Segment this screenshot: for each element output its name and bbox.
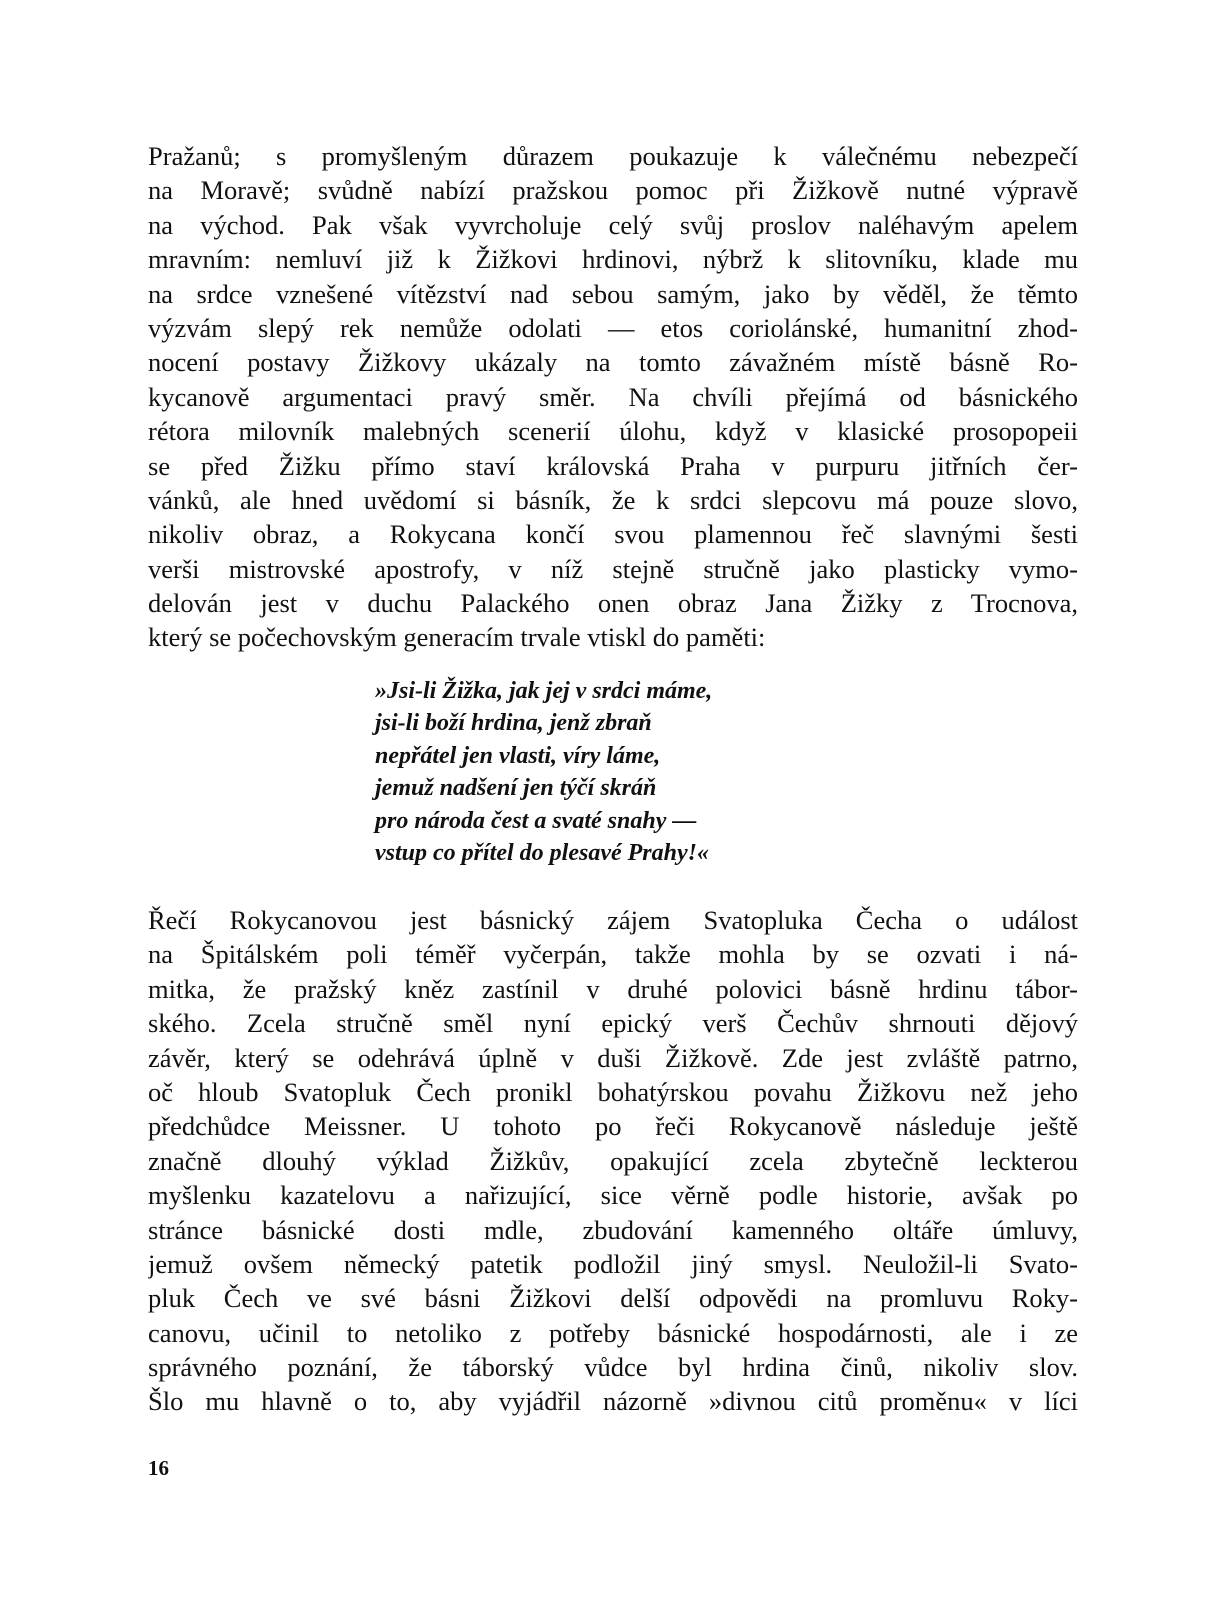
- text-line: myšlenku kazatelovu a nařizující, sice věrně podle historie, avšak po: [148, 1180, 1078, 1211]
- poem-line: vstup co přítel do plesavé Prahy!«: [375, 839, 709, 866]
- poem-line: pro národa čest a svaté snahy —: [375, 807, 697, 834]
- text-line: ského. Zcela stručně směl nyní epický verš Čechův shrnouti dějový: [148, 1008, 1078, 1039]
- text-line: pluk Čech ve své básni Žižkovi delší odpovědi na promluvu Roky-: [148, 1283, 1078, 1314]
- text-line: předchůdce Meissner. U tohoto po řeči Rokycanově následuje ještě: [148, 1111, 1078, 1142]
- text-line: rétora milovník malebných scenerií úlohu, když v klasické prosopopeii: [148, 416, 1078, 447]
- text-line: nikoliv obraz, a Rokycana končí svou plamennou řeč slavnými šesti: [148, 519, 1078, 550]
- text-line: na východ. Pak však vyvrcholuje celý svůj proslov naléhavým apelem: [148, 209, 1078, 240]
- text-line: delován jest v duchu Palackého onen obraz Jana Žižky z Trocnova,: [148, 588, 1078, 619]
- text-line: mitka, že pražský kněz zastínil v druhé polovici básně hrdinu tábor-: [148, 973, 1078, 1004]
- poem-quote: [375, 675, 845, 869]
- poem-line: »Jsi-li Žižka, jak jej v srdci máme,: [375, 678, 713, 704]
- text-line: vánků, ale hned uvědomí si básník, že k srdci slepcovu má pouze slovo,: [148, 484, 1078, 515]
- text-line: kycanově argumentaci pravý směr. Na chvíli přejímá od básnického: [148, 381, 1078, 412]
- poem-line: nepřátel jen vlasti, víry láme,: [375, 742, 661, 769]
- text-line: jemuž ovšem německý patetik podložil jiný smysl. Neuložil-li Svato-: [148, 1248, 1078, 1279]
- poem-line: jsi-li boží hrdina, jenž zbraň: [375, 710, 652, 737]
- text-line: se před Žižku přímo staví královská Praha v purpuru jitřních čer-: [148, 450, 1078, 481]
- text-line: závěr, který se odehrává úplně v duši Žižkově. Zde jest zvláště patrno,: [148, 1042, 1078, 1073]
- text-line: Šlo mu hlavně o to, aby vyjádřil názorně »divnou citů proměnu« v líci: [148, 1386, 1078, 1417]
- paragraph-2: [148, 903, 1078, 1419]
- text-line: značně dlouhý výklad Žižkův, opakující zcela zbytečně leckterou: [148, 1145, 1078, 1176]
- text-line: oč hloub Svatopluk Čech pronikl bohatýrskou povahu Žižkovu než jeho: [148, 1076, 1078, 1107]
- text-line: Pražanů; s promyšleným důrazem poukazuje k válečnému nebezpečí: [148, 141, 1078, 171]
- text-line: na Špitálském poli téměř vyčerpán, takže mohla by se ozvati i ná-: [148, 939, 1078, 970]
- text-line: nocení postavy Žižkovy ukázaly na tomto závažném místě básně Ro-: [148, 347, 1078, 378]
- text-line: správného poznání, že táborský vůdce byl hrdina činů, nikoliv slov.: [148, 1352, 1078, 1383]
- text-line: canovu, učinil to netoliko z potřeby básnické hospodárnosti, ale i ze: [148, 1317, 1078, 1348]
- poem-line: jemuž nadšení jen týčí skráň: [375, 775, 657, 802]
- text-line: na Moravě; svůdně nabízí pražskou pomoc při Žižkově nutné výpravě: [148, 175, 1078, 206]
- paragraph-1: [148, 139, 1078, 655]
- page-number: 16: [148, 1456, 169, 1480]
- text-line: výzvám slepý rek nemůže odolati — etos coriolánské, humanitní zhod-: [148, 312, 1078, 343]
- text-line: verši mistrovské apostrofy, v níž stejně stručně jako plasticky vymo-: [148, 553, 1078, 584]
- text-line: který se počechovským generacím trvale vtiskl do paměti:: [148, 622, 766, 653]
- text-line: Řečí Rokycanovou jest básnický zájem Svatopluka Čecha o událost: [148, 905, 1078, 935]
- text-line: mravním: nemluví již k Žižkovi hrdinovi, nýbrž k slitovníku, klade mu: [148, 244, 1078, 275]
- text-line: na srdce vznešené vítězství nad sebou samým, jako by věděl, že těmto: [148, 278, 1078, 309]
- text-line: stránce básnické dosti mdle, zbudování kamenného oltáře úmluvy,: [148, 1214, 1078, 1245]
